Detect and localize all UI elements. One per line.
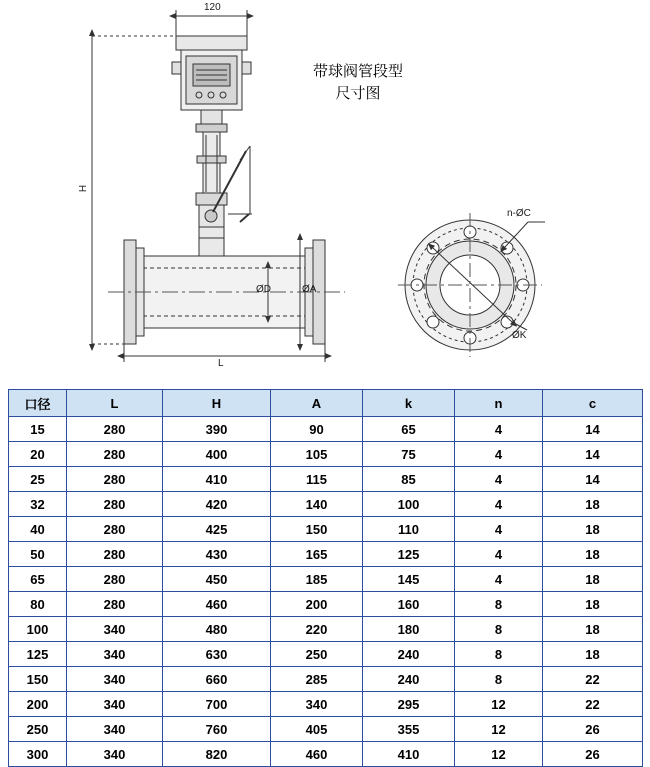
table-cell: 115 [271, 467, 363, 492]
table-cell: 65 [9, 567, 67, 592]
table-cell: 200 [9, 692, 67, 717]
table-cell: 32 [9, 492, 67, 517]
table-cell: 405 [271, 717, 363, 742]
table-cell: 340 [67, 717, 163, 742]
label-length-l: L [218, 358, 224, 369]
table-cell: 280 [67, 592, 163, 617]
table-cell: 340 [67, 617, 163, 642]
table-row [9, 742, 643, 767]
table-cell: 460 [271, 742, 363, 767]
table-row [9, 492, 643, 517]
table-cell: 40 [9, 517, 67, 542]
table-cell: 300 [9, 742, 67, 767]
table-cell: 22 [543, 667, 643, 692]
table-cell: 240 [363, 667, 455, 692]
table-cell: 12 [455, 717, 543, 742]
table-cell: 12 [455, 692, 543, 717]
table-cell: 18 [543, 642, 643, 667]
table-cell: 430 [163, 542, 271, 567]
table-cell: 340 [67, 742, 163, 767]
table-cell: 8 [455, 617, 543, 642]
table-cell: 280 [67, 567, 163, 592]
table-cell: 4 [455, 442, 543, 467]
table-cell: 180 [363, 617, 455, 642]
table-cell: 355 [363, 717, 455, 742]
table-cell: 105 [271, 442, 363, 467]
table-cell: 18 [543, 592, 643, 617]
table-cell: 4 [455, 517, 543, 542]
table-cell: 25 [9, 467, 67, 492]
table-cell: 150 [9, 667, 67, 692]
table-cell: 26 [543, 742, 643, 767]
table-cell: 250 [9, 717, 67, 742]
table-cell: 15 [9, 417, 67, 442]
table-cell: 4 [455, 417, 543, 442]
table-cell: 280 [67, 542, 163, 567]
table-header-row [9, 390, 643, 417]
specification-table-wrapper [8, 389, 642, 767]
table-cell: 410 [163, 467, 271, 492]
table-cell: 145 [363, 567, 455, 592]
label-bolt-holes: n-ØC [507, 208, 531, 219]
table-cell: 185 [271, 567, 363, 592]
table-cell: 280 [67, 492, 163, 517]
table-cell: 125 [9, 642, 67, 667]
drawing-title [288, 60, 428, 104]
table-cell: 8 [455, 642, 543, 667]
table-cell: 280 [67, 417, 163, 442]
table-cell: 280 [67, 517, 163, 542]
table-cell: 4 [455, 467, 543, 492]
table-header-cell: k [363, 390, 455, 417]
drawing-title-line2: 尺寸图 [335, 84, 381, 102]
table-cell: 110 [363, 517, 455, 542]
table-header-cell: L [67, 390, 163, 417]
table-cell: 18 [543, 492, 643, 517]
table-cell: 14 [543, 442, 643, 467]
table-cell: 400 [163, 442, 271, 467]
table-row [9, 642, 643, 667]
table-cell: 295 [363, 692, 455, 717]
table-cell: 20 [9, 442, 67, 467]
table-cell: 150 [271, 517, 363, 542]
label-top-width: 120 [204, 2, 221, 13]
drawing-title-line1: 带球阀管段型 [312, 62, 403, 80]
table-cell: 425 [163, 517, 271, 542]
table-cell: 18 [543, 517, 643, 542]
table-cell: 18 [543, 542, 643, 567]
table-cell: 250 [271, 642, 363, 667]
table-row [9, 517, 643, 542]
table-header-cell: 口径 [9, 390, 67, 417]
table-cell: 200 [271, 592, 363, 617]
table-row [9, 542, 643, 567]
table-row [9, 617, 643, 642]
table-row [9, 717, 643, 742]
table-cell: 12 [455, 742, 543, 767]
table-header-cell: c [543, 390, 643, 417]
table-cell: 820 [163, 742, 271, 767]
table-cell: 50 [9, 542, 67, 567]
table-cell: 4 [455, 567, 543, 592]
table-cell: 165 [271, 542, 363, 567]
label-circle-k: ØK [512, 330, 527, 341]
table-cell: 140 [271, 492, 363, 517]
table-cell: 280 [67, 467, 163, 492]
table-cell: 90 [271, 417, 363, 442]
table-cell: 340 [67, 667, 163, 692]
table-cell: 240 [363, 642, 455, 667]
table-header-cell: A [271, 390, 363, 417]
table-cell: 100 [363, 492, 455, 517]
table-cell: 460 [163, 592, 271, 617]
table-cell: 220 [271, 617, 363, 642]
table-cell: 340 [67, 692, 163, 717]
table-cell: 660 [163, 667, 271, 692]
table-cell: 18 [543, 567, 643, 592]
table-row [9, 567, 643, 592]
table-cell: 420 [163, 492, 271, 517]
specification-table [8, 389, 643, 767]
table-cell: 80 [9, 592, 67, 617]
table-cell: 8 [455, 667, 543, 692]
table-cell: 22 [543, 692, 643, 717]
table-cell: 26 [543, 717, 643, 742]
table-cell: 285 [271, 667, 363, 692]
label-diameter-a: ØA [302, 284, 317, 295]
table-cell: 4 [455, 542, 543, 567]
table-cell: 760 [163, 717, 271, 742]
table-cell: 65 [363, 417, 455, 442]
table-row [9, 442, 643, 467]
table-cell: 410 [363, 742, 455, 767]
table-row [9, 692, 643, 717]
table-cell: 280 [67, 442, 163, 467]
table-cell: 390 [163, 417, 271, 442]
table-cell: 700 [163, 692, 271, 717]
table-cell: 160 [363, 592, 455, 617]
table-cell: 8 [455, 592, 543, 617]
table-header-cell: n [455, 390, 543, 417]
table-cell: 450 [163, 567, 271, 592]
table-cell: 4 [455, 492, 543, 517]
table-cell: 125 [363, 542, 455, 567]
table-cell: 480 [163, 617, 271, 642]
table-cell: 75 [363, 442, 455, 467]
table-cell: 100 [9, 617, 67, 642]
table-cell: 14 [543, 417, 643, 442]
table-cell: 340 [67, 642, 163, 667]
table-cell: 340 [271, 692, 363, 717]
table-cell: 14 [543, 467, 643, 492]
table-cell: 18 [543, 617, 643, 642]
label-height-h: H [78, 184, 90, 193]
label-diameter-d: ØD [256, 284, 271, 295]
table-row [9, 592, 643, 617]
table-cell: 85 [363, 467, 455, 492]
table-header-cell: H [163, 390, 271, 417]
table-row [9, 667, 643, 692]
table-row [9, 467, 643, 492]
table-row [9, 417, 643, 442]
table-cell: 630 [163, 642, 271, 667]
